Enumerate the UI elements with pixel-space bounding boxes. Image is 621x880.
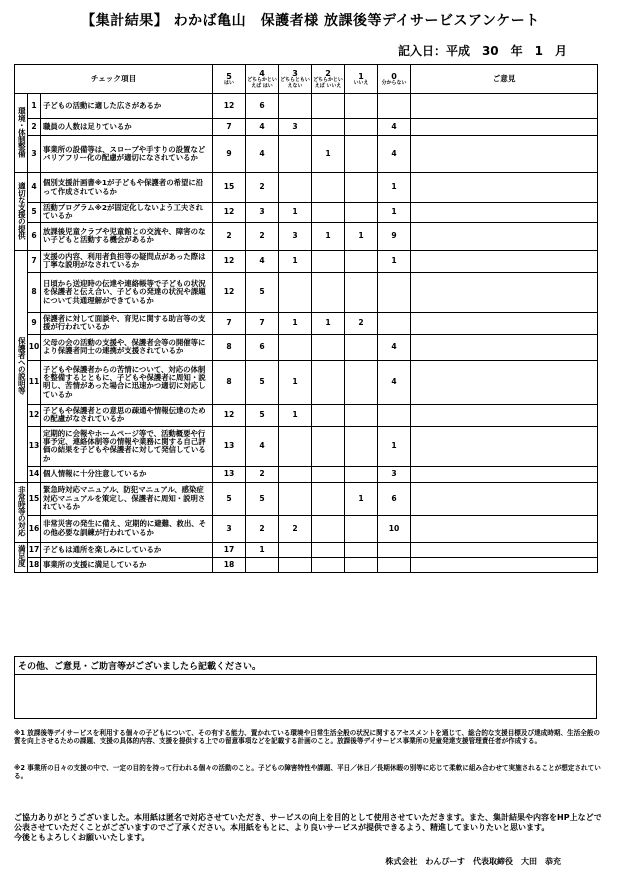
category-label [15, 250, 28, 482]
response-count [345, 173, 378, 203]
row-number: 6 [28, 222, 41, 250]
opinion-cell[interactable] [411, 466, 598, 482]
response-count [279, 426, 312, 466]
response-count [312, 360, 345, 404]
closing-message [14, 813, 604, 842]
check-item: 非常災害の発生に備え、定期的に避難、救出、その他必要な訓練が行われているか [41, 515, 213, 542]
response-count: 4 [246, 119, 279, 136]
check-item: 子どもは通所を楽しみにしているか [41, 542, 213, 557]
header-score-2: 2 どちらかといえば いいえ [312, 65, 345, 94]
category-label [15, 173, 28, 251]
other-comments-box [14, 656, 597, 719]
check-item: 職員の人数は足りているか [41, 119, 213, 136]
response-count: 2 [279, 515, 312, 542]
response-count [345, 404, 378, 426]
opinion-cell[interactable] [411, 173, 598, 203]
response-count: 12 [213, 272, 246, 312]
response-count [345, 334, 378, 360]
header-opinion: ご意見 [411, 65, 598, 94]
response-count [279, 482, 312, 515]
opinion-cell[interactable] [411, 222, 598, 250]
response-count: 4 [378, 360, 411, 404]
check-item: 個人情報に十分注意しているか [41, 466, 213, 482]
response-count: 2 [246, 466, 279, 482]
table-row [15, 203, 598, 223]
response-count [345, 136, 378, 173]
response-count [246, 557, 279, 572]
category-label-text: 保護者への説明等 [17, 336, 27, 394]
response-count [312, 426, 345, 466]
opinion-cell[interactable] [411, 404, 598, 426]
response-count: 13 [213, 466, 246, 482]
response-count: 12 [213, 404, 246, 426]
response-count: 10 [378, 515, 411, 542]
response-count: 4 [246, 250, 279, 272]
category-label-text: 環境・体制整備 [17, 106, 27, 157]
response-count [378, 94, 411, 119]
response-count: 1 [312, 312, 345, 334]
table-row [15, 312, 598, 334]
response-count: 3 [213, 515, 246, 542]
opinion-cell[interactable] [411, 542, 598, 557]
table-row [15, 404, 598, 426]
response-count: 1 [246, 542, 279, 557]
row-number: 5 [28, 203, 41, 223]
response-count [378, 404, 411, 426]
response-count [345, 272, 378, 312]
check-item: 緊急時対応マニュアル、防犯マニュアル、感染症対応マニュアルを策定し、保護者に周知・説明されているか [41, 482, 213, 515]
response-count [279, 557, 312, 572]
response-count: 1 [279, 404, 312, 426]
response-count: 5 [246, 482, 279, 515]
response-count: 3 [279, 222, 312, 250]
row-number: 12 [28, 404, 41, 426]
check-item: 日頃から送迎時の伝達や連絡帳等で子どもの状況を保護者と伝え合い、子どもの発達の状況や課題について共通理解ができているか [41, 272, 213, 312]
response-count [312, 94, 345, 119]
response-count: 1 [345, 222, 378, 250]
table-row [15, 136, 598, 173]
row-number: 13 [28, 426, 41, 466]
check-item: 支援の内容、利用者負担等の疑問点があった際は丁寧な説明がなされているか [41, 250, 213, 272]
check-item: 事業所の支援に満足しているか [41, 557, 213, 572]
table-row [15, 334, 598, 360]
response-count [312, 557, 345, 572]
response-count: 1 [378, 173, 411, 203]
category-label-text: 非常時等の対応 [17, 486, 27, 536]
response-count [345, 557, 378, 572]
signature: 株式会社 わんぴーす 代表取締役 大田 恭充 [385, 857, 561, 866]
table-row [15, 557, 598, 572]
footnote-2: ※2 事業所の日々の支援の中で、一定の目的を持って行われる個々の活動のこと。子どもの障害特性や課題、平日／休日／長期休暇の別等に応じて柔軟に組み合わせて実施されることが想定されている。 [14, 764, 601, 780]
opinion-cell[interactable] [411, 334, 598, 360]
response-count: 8 [213, 360, 246, 404]
row-number: 3 [28, 136, 41, 173]
category-label-text: 満足度 [17, 545, 27, 567]
response-count [378, 272, 411, 312]
other-comments-label: その他、ご意見・ご助言等がございましたら記載ください。 [15, 657, 597, 675]
response-count: 4 [378, 334, 411, 360]
category-label [15, 482, 28, 542]
response-count [279, 173, 312, 203]
row-number: 2 [28, 119, 41, 136]
header-score-3: 3 どちらともいえない [279, 65, 312, 94]
response-count: 3 [279, 119, 312, 136]
row-number: 9 [28, 312, 41, 334]
response-count: 8 [213, 334, 246, 360]
response-count [345, 119, 378, 136]
opinion-cell[interactable] [411, 136, 598, 173]
opinion-cell[interactable] [411, 272, 598, 312]
response-count: 9 [213, 136, 246, 173]
response-count: 6 [378, 482, 411, 515]
table-row [15, 173, 598, 203]
opinion-cell[interactable] [411, 360, 598, 404]
check-item: 子どもや保護者との意思の疎通や情報伝達のための配慮がなされているか [41, 404, 213, 426]
opinion-cell[interactable] [411, 557, 598, 572]
check-item: 定期的に会報やホームページ等で、活動概要や行事予定、連絡体制等の情報や業務に関する自己評価の結果を子どもや保護者に対して発信しているか [41, 426, 213, 466]
response-count: 6 [246, 94, 279, 119]
response-count: 3 [246, 203, 279, 223]
response-count [279, 272, 312, 312]
response-count: 5 [246, 272, 279, 312]
response-count: 17 [213, 542, 246, 557]
check-item: 個別支援計画書※1が子どもや保護者の希望に沿って作成されているか [41, 173, 213, 203]
check-item: 子どもや保護者からの苦情について、対応の体制を整備するとともに、子どもや保護者に周知・説明し、苦情があった場合に迅速かつ適切に対応しているか [41, 360, 213, 404]
response-count: 1 [378, 203, 411, 223]
response-count: 2 [213, 222, 246, 250]
table-row [15, 515, 598, 542]
row-number: 15 [28, 482, 41, 515]
table-row [15, 222, 598, 250]
table-row [15, 119, 598, 136]
response-count [312, 542, 345, 557]
opinion-cell[interactable] [411, 312, 598, 334]
table-row [15, 542, 598, 557]
response-count: 9 [378, 222, 411, 250]
response-count [345, 542, 378, 557]
response-count [345, 203, 378, 223]
header-check-item: チェック項目 [15, 65, 213, 94]
opinion-cell[interactable] [411, 426, 598, 466]
row-number: 16 [28, 515, 41, 542]
response-count: 4 [246, 136, 279, 173]
header-score-1: 1 いいえ [345, 65, 378, 94]
response-count: 5 [213, 482, 246, 515]
response-count: 1 [312, 136, 345, 173]
response-count [312, 466, 345, 482]
response-count [312, 119, 345, 136]
response-count: 1 [312, 222, 345, 250]
response-count [345, 426, 378, 466]
response-count [378, 312, 411, 334]
response-count [312, 272, 345, 312]
category-label-text: 適切な支援の提供 [17, 181, 27, 239]
table-row [15, 272, 598, 312]
response-count [279, 136, 312, 173]
response-count [312, 515, 345, 542]
category-label [15, 542, 28, 572]
response-count: 2 [246, 222, 279, 250]
response-count [312, 334, 345, 360]
table-row [15, 250, 598, 272]
row-number: 4 [28, 173, 41, 203]
response-count [378, 557, 411, 572]
response-count: 12 [213, 94, 246, 119]
response-count [345, 466, 378, 482]
response-count: 15 [213, 173, 246, 203]
response-count [345, 250, 378, 272]
response-count [279, 94, 312, 119]
closing-paragraph: ご協力ありがとうございました。本用紙は匿名で対応させていただき、サービスの向上を目的として使用させていただきます。また、集計結果や内容をHP上などで公表させていただくことがございますのでご了承ください。本用紙をもとに、より良いサービスが提供できるよう、精進してまいりたいと思います。 [14, 813, 602, 832]
response-count: 4 [378, 119, 411, 136]
response-count [345, 94, 378, 119]
response-count: 1 [345, 482, 378, 515]
row-number: 18 [28, 557, 41, 572]
row-number: 14 [28, 466, 41, 482]
check-item: 父母の会の活動の支援や、保護者会等の開催等により保護者同士の連携が支援されているか [41, 334, 213, 360]
response-count: 7 [246, 312, 279, 334]
response-count [312, 482, 345, 515]
response-count [279, 542, 312, 557]
response-count: 6 [246, 334, 279, 360]
response-count [279, 466, 312, 482]
opinion-cell[interactable] [411, 250, 598, 272]
response-count: 13 [213, 426, 246, 466]
response-count [279, 334, 312, 360]
response-count: 7 [213, 119, 246, 136]
opinion-cell[interactable] [411, 119, 598, 136]
header-score-4: 4 どちらかといえば はい [246, 65, 279, 94]
row-number: 1 [28, 94, 41, 119]
document-title: 【集計結果】 わかば亀山 保護者様 放課後等デイサービスアンケート [81, 13, 540, 29]
response-count [312, 203, 345, 223]
check-item: 子どもの活動に適した広さがあるか [41, 94, 213, 119]
response-count: 2 [246, 515, 279, 542]
response-count: 4 [378, 136, 411, 173]
closing-regards: 今後ともよろしくお願いいたします。 [14, 832, 150, 842]
opinion-cell[interactable] [411, 94, 598, 119]
check-item: 放課後児童クラブや児童館との交流や、障害のない子どもと活動する機会があるか [41, 222, 213, 250]
category-label [15, 94, 28, 173]
response-count: 7 [213, 312, 246, 334]
response-count: 1 [279, 312, 312, 334]
response-count: 3 [378, 466, 411, 482]
check-item: 活動プログラム※2が固定化しないよう工夫されているか [41, 203, 213, 223]
response-count: 5 [246, 360, 279, 404]
opinion-cell[interactable] [411, 203, 598, 223]
table-row [15, 466, 598, 482]
check-item: 事業所の設備等は、スロープや手すりの設置などバリアフリー化の配慮が適切になされているか [41, 136, 213, 173]
response-count [345, 360, 378, 404]
response-count: 1 [279, 203, 312, 223]
response-count: 12 [213, 203, 246, 223]
response-count [312, 250, 345, 272]
response-count: 2 [246, 173, 279, 203]
table-row [15, 482, 598, 515]
footnote-1: ※1 放課後等デイサービスを利用する個々の子どもについて、その有する能力、置かれている環境や日常生活全般の状況に関するアセスメントを通じて、総合的な支援目標及び達成時期、生活全般の質を向上させるための課題、支援の具体的内容、支援を提供する上での留意事項などを記載する計画のこと。放課後等デイサービス事業所の児童発達支援管理責任者が作成する。 [14, 729, 601, 745]
table-row [15, 426, 598, 466]
survey-results-table [14, 64, 598, 573]
other-comments-area[interactable] [15, 675, 597, 719]
table-header-row [15, 65, 598, 94]
entry-date: 記入日：平成 30 年 1 月 [397, 44, 567, 58]
response-count [378, 542, 411, 557]
response-count: 1 [279, 360, 312, 404]
header-score-0: 0 分からない [378, 65, 411, 94]
response-count: 1 [378, 250, 411, 272]
response-count: 4 [246, 426, 279, 466]
row-number: 10 [28, 334, 41, 360]
response-count: 2 [345, 312, 378, 334]
opinion-cell[interactable] [411, 515, 598, 542]
table-row [15, 94, 598, 119]
response-count [345, 515, 378, 542]
response-count: 12 [213, 250, 246, 272]
row-number: 7 [28, 250, 41, 272]
response-count: 5 [246, 404, 279, 426]
response-count: 1 [378, 426, 411, 466]
row-number: 17 [28, 542, 41, 557]
opinion-cell[interactable] [411, 482, 598, 515]
header-score-5: 5 はい [213, 65, 246, 94]
check-item: 保護者に対して面談や、育児に関する助言等の支援が行われているか [41, 312, 213, 334]
response-count [312, 173, 345, 203]
response-count: 18 [213, 557, 246, 572]
response-count: 1 [279, 250, 312, 272]
table-row [15, 360, 598, 404]
row-number: 8 [28, 272, 41, 312]
response-count [312, 404, 345, 426]
row-number: 11 [28, 360, 41, 404]
